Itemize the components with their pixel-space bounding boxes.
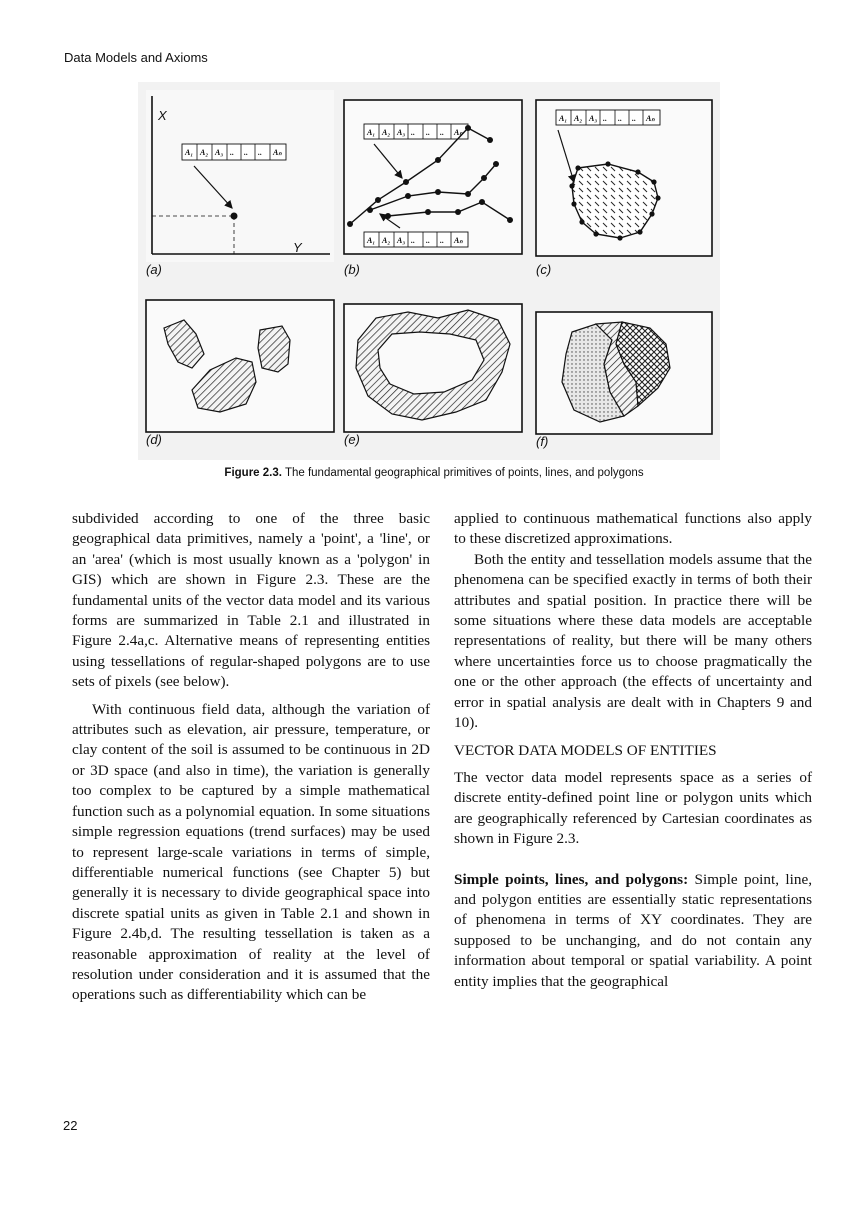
panel-f-adjacent-polygons: [536, 312, 712, 449]
attribute-table-b-bottom: [364, 232, 468, 247]
svg-text:..: ..: [440, 236, 444, 245]
panel-label-a: (a): [146, 262, 162, 277]
panel-e-polygon-with-hole: [344, 304, 522, 447]
panel-c-polygon: [536, 100, 712, 277]
figure-caption: [0, 467, 868, 479]
svg-text:Aₙ: Aₙ: [646, 114, 655, 123]
svg-text:Aₙ: Aₙ: [273, 148, 282, 157]
svg-text:A₃: A₃: [215, 148, 224, 157]
attribute-table-b-top: [364, 124, 468, 139]
right-paragraph-4: [454, 870, 812, 992]
svg-text:A₂: A₂: [574, 114, 583, 123]
svg-text:A₂: A₂: [382, 236, 391, 245]
svg-text:A₃: A₃: [589, 114, 598, 123]
right-paragraph-1: applied to continuous mathematical functions also apply to these discretized approximations.: [454, 510, 812, 548]
svg-text:..: ..: [618, 114, 622, 123]
svg-text:A₃: A₃: [397, 128, 406, 137]
svg-text:..: ..: [411, 128, 415, 137]
section-heading: VECTOR DATA MODELS OF ENTITIES: [454, 742, 717, 760]
svg-text:A₃: A₃: [397, 236, 406, 245]
panel-d-simple-polygons: [146, 300, 334, 447]
panel-label-f: (f): [536, 434, 549, 449]
right-paragraph-2: Both the entity and tessellation models assume that the phenomena can be specified exactly in terms of both their attributes and spatial position. In practice there will be some situations where these data models are acceptable representations of reality, but there will be many others where uncertainties force us to choose pragmatically the one or the other approach (the effects of uncertainty and error in spatial analysis are dealt with in Chapters 9 and 10).: [454, 550, 812, 732]
svg-text:..: ..: [426, 236, 430, 245]
svg-text:..: ..: [603, 114, 607, 123]
right-column: [454, 509, 812, 992]
attribute-table-a: [182, 144, 286, 160]
subsection-lead: Simple points, lines, and polygons:: [454, 870, 689, 888]
svg-text:..: ..: [440, 128, 444, 137]
svg-text:A₁: A₁: [559, 114, 568, 123]
figure-caption-text: The fundamental geographical primitives of points, lines, and polygons: [281, 467, 644, 479]
svg-text:Aₙ: Aₙ: [454, 236, 463, 245]
right-paragraph-3: The vector data model represents space as a series of discrete entity-defined point line or polygon units which are geographically referenced by Cartesian coordinates as shown in Figure 2.3.: [454, 768, 812, 848]
panel-label-e: (e): [344, 432, 360, 447]
panel-a-point: [146, 90, 334, 277]
running-header: Data Models and Axioms: [64, 50, 208, 65]
svg-text:..: ..: [426, 128, 430, 137]
right-paragraph-4-text: Simple point, line, and polygon entities are essentially static representations of phenomena in terms of XY coordinates. They are supposed to be unchanging, and do not contain any information about temporal or spatial variability. A point entity implies that the geographical: [454, 870, 812, 990]
svg-text:..: ..: [230, 148, 234, 157]
panel-label-d: (d): [146, 432, 162, 447]
figure-caption-label: Figure 2.3.: [224, 467, 282, 479]
svg-text:A₁: A₁: [367, 236, 376, 245]
svg-text:..: ..: [411, 236, 415, 245]
left-paragraph-1: subdivided according to one of the three basic geographical data primitives, namely a 'point', a 'line', or an 'area' (which is most usually known as a 'polygon' in GIS) which are shown in Figure 2.3. These are the fundamental units of the vector data model and its various forms are summarized in Table 2.1 and illustrated in Figure 2.4a,c. Alternative means of representing entities using tessellations of regular-shaped polygons are to use sets of pixels (see below).: [72, 510, 430, 691]
attribute-table-c: [556, 110, 660, 125]
left-paragraph-2: With continuous field data, although the variation of attributes such as elevation, air pressure, temperature, or clay content of the soil is assumed to be continuous in 2D or 3D space (and also in time), the variation is generally too complex to be captured by a simple mathematical function such as a polynomial equation. In some situations simple regression equations (trend surfaces) may be used to represent large-scale variations in terms of simple, differentiable numerical functions (see Chapter 5) but generally it is necessary to divide geographical space into discrete spatial units as given in Table 2.1 and shown in Figure 2.4b,d. The resulting tessellation is taken as a reasonable approximation of reality at the level of resolution under consideration and it is assumed that the operations such as differentiability which can be: [72, 700, 430, 1004]
left-column: [72, 509, 430, 1006]
axis-y-label: Y: [293, 240, 302, 255]
svg-text:A₁: A₁: [185, 148, 194, 157]
axis-x-label: X: [158, 108, 167, 123]
figure-2-3: [138, 82, 720, 460]
panel-label-c: (c): [536, 262, 552, 277]
svg-text:..: ..: [244, 148, 248, 157]
svg-text:..: ..: [632, 114, 636, 123]
svg-text:..: ..: [258, 148, 262, 157]
svg-text:A₁: A₁: [367, 128, 376, 137]
svg-text:Aₙ: Aₙ: [454, 128, 463, 137]
svg-text:A₂: A₂: [200, 148, 209, 157]
page-number: 22: [63, 1118, 78, 1133]
panel-b-lines: [344, 100, 522, 277]
panel-label-b: (b): [344, 262, 360, 277]
svg-text:A₂: A₂: [382, 128, 391, 137]
